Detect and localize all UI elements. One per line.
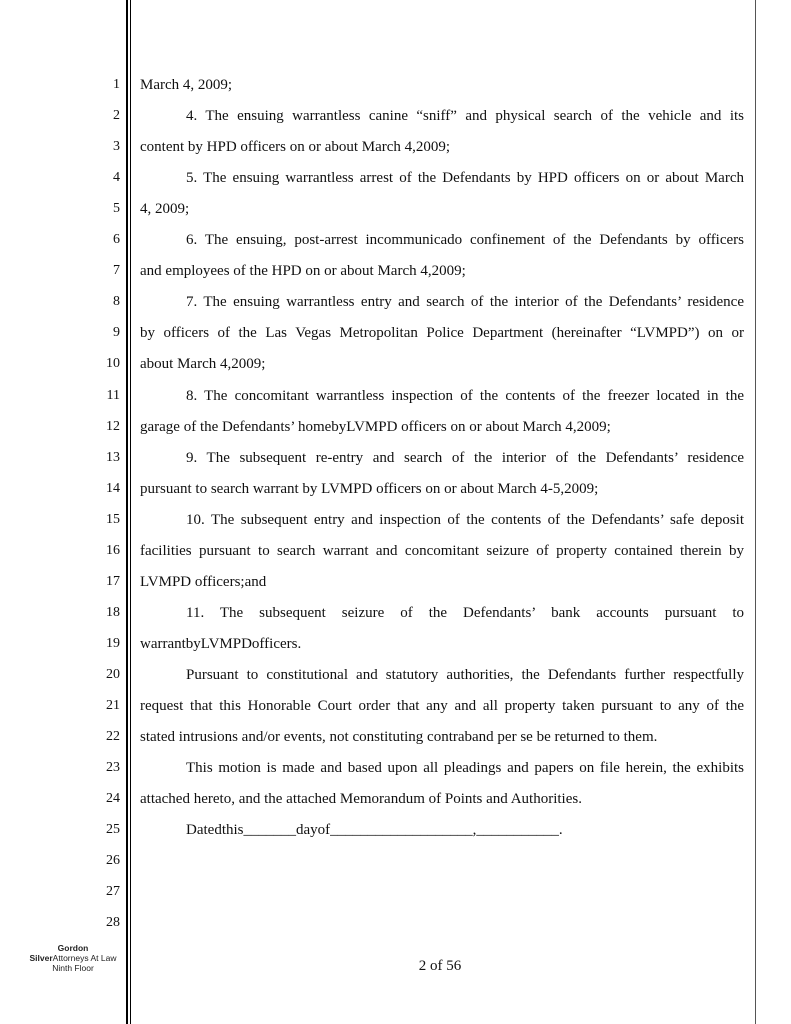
firm-details: Attorneys At Law Ninth Floor [52, 953, 117, 973]
line-number: 7 [113, 263, 120, 279]
line-number: 12 [106, 418, 120, 434]
page-number: 2 of 56 [418, 958, 462, 974]
line-number: 28 [106, 915, 120, 931]
text-line: March 4, 2009; [140, 77, 233, 93]
text-line: This motion is made and based upon all pleadings and papers on file herein, the exhibits [186, 760, 744, 777]
text-line: attached hereto, and the attached Memorandum of Points and Authorities. [140, 791, 582, 808]
line-number: 13 [106, 449, 120, 465]
line-number: 10 [106, 356, 120, 372]
text-line: content by HPD officers on or about March 4,2009; [140, 139, 451, 156]
line-number: 25 [106, 822, 120, 838]
text-line: LVMPD officers;and [140, 573, 267, 590]
text-line: 5. The ensuing warrantless arrest of the Defendants by HPD officers on or about March [186, 170, 744, 187]
text-line: 8. The concomitant warrantless inspection of the contents of the freezer located in the [186, 387, 744, 404]
line-number: 4 [113, 170, 120, 186]
line-number: 8 [113, 294, 120, 310]
firm-name: Gordon Silver [29, 943, 89, 963]
line-number: 2 [113, 108, 120, 124]
line-number: 27 [106, 884, 120, 900]
line-number: 26 [106, 853, 120, 869]
right-margin-rule [755, 0, 756, 1024]
line-number: 19 [106, 635, 120, 651]
line-number: 1 [113, 77, 120, 92]
text-line: Datedthis_______dayof___________________,___________. [186, 822, 563, 839]
text-line: about March 4,2009; [140, 356, 266, 373]
line-number: 9 [113, 325, 120, 341]
line-number: 22 [106, 729, 120, 745]
text-line: 9. The subsequent re-entry and search of the interior of the Defendants’ residence [186, 449, 744, 466]
line-number: 21 [106, 698, 120, 713]
text-line: garage of the Defendants’ homebyLVMPD officers on or about March 4,2009; [140, 418, 611, 435]
text-line: pursuant to search warrant by LVMPD officers on or about March 4-5,2009; [140, 480, 599, 497]
line-number: 14 [106, 480, 120, 496]
line-number: 17 [106, 573, 120, 589]
text-line: 10. The subsequent entry and inspection of the contents of the Defendants’ safe deposit [186, 511, 744, 528]
text-line: stated intrusions and/or events, not constituting contraband per se be returned to them. [140, 729, 658, 746]
text-line: 6. The ensuing, post-arrest incommunicado confinement of the Defendants by officers [186, 232, 744, 249]
line-number: 6 [113, 232, 120, 248]
left-margin-rule-inner [130, 0, 131, 1024]
line-number: 20 [106, 666, 120, 682]
line-number: 3 [113, 139, 120, 155]
text-line: 4. The ensuing warrantless canine “sniff” and physical search of the vehicle and its [186, 108, 744, 125]
firm-footer [28, 943, 118, 973]
text-line: by officers of the Las Vegas Metropolitan Police Department (hereinafter “LVMPD”) on or [140, 325, 744, 342]
text-line: request that this Honorable Court order that any and all property taken pursuant to any of the [140, 698, 744, 714]
line-number: 15 [106, 511, 120, 527]
text-line: 4, 2009; [140, 201, 190, 218]
line-number: 23 [106, 760, 120, 776]
left-margin-rule [126, 0, 128, 1024]
line-number: 18 [106, 604, 120, 620]
line-number: 16 [106, 542, 120, 558]
text-line: 11. The subsequent seizure of the Defendants’ bank accounts pursuant to [186, 604, 744, 621]
line-number: 11 [106, 387, 120, 403]
text-line: and employees of the HPD on or about March 4,2009; [140, 263, 466, 280]
text-line: warrantbyLVMPDofficers. [140, 635, 302, 652]
text-line: 7. The ensuing warrantless entry and search of the interior of the Defendants’ residence [186, 294, 744, 311]
text-line: facilities pursuant to search warrant and concomitant seizure of property contained therein by [140, 542, 744, 559]
line-number: 24 [106, 791, 120, 807]
text-line: Pursuant to constitutional and statutory authorities, the Defendants further respectfully [186, 666, 744, 683]
line-number: 5 [113, 201, 120, 217]
